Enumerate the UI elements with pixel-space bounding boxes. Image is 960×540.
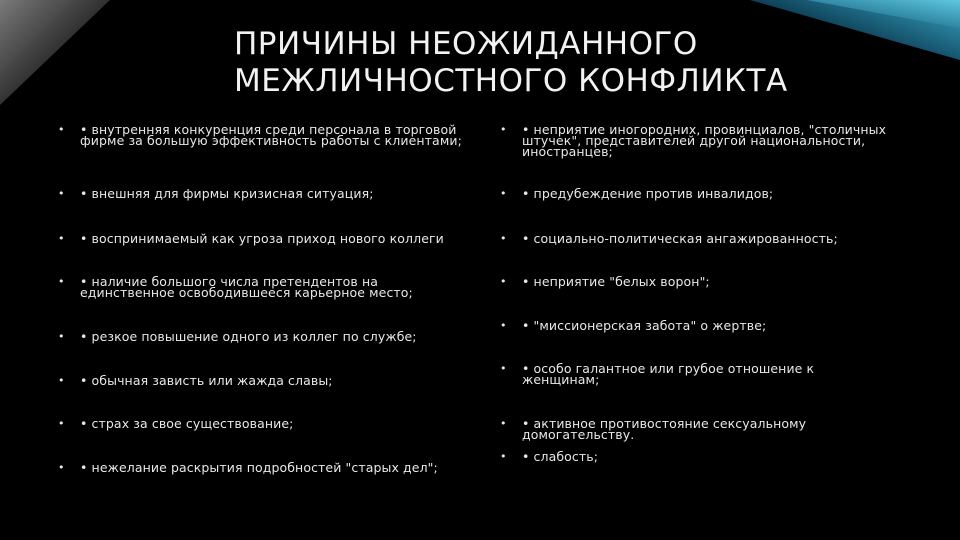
list-item-text: • резкое повышение одного из коллег по службе;	[80, 329, 417, 344]
slide-title-line-1: ПРИЧИНЫ НЕОЖИДАННОГО	[234, 26, 698, 62]
list-item	[500, 418, 900, 440]
list-item	[58, 462, 488, 473]
list-item-text: • наличие большого числа претендентов на единственное освободившееся карьерное место;	[80, 274, 413, 300]
bullet-icon: •	[500, 187, 507, 200]
list-item	[500, 320, 900, 331]
list-item-text: • неприятие "белых ворон";	[522, 274, 710, 289]
list-item	[58, 375, 488, 386]
bullet-icon: •	[500, 319, 507, 332]
bullet-icon: •	[58, 275, 65, 288]
bullet-icon: •	[500, 417, 507, 430]
bullet-icon: •	[500, 450, 507, 463]
list-item	[500, 188, 900, 199]
list-item-text: • воспринимаемый как угроза приход нового коллеги	[80, 231, 444, 246]
bullet-icon: •	[500, 232, 507, 245]
list-item-text: • страх за свое существование;	[80, 416, 294, 431]
decorative-corner-top-left	[0, 0, 110, 105]
list-item-text: • "миссионерская забота" о жертве;	[522, 318, 767, 333]
slide-title	[234, 26, 788, 100]
list-item	[58, 233, 488, 244]
list-item	[500, 124, 900, 157]
list-item	[58, 331, 488, 342]
slide-title-line-2: МЕЖЛИЧНОСТНОГО КОНФЛИКТА	[234, 63, 788, 99]
list-item	[500, 363, 900, 385]
list-item	[58, 418, 488, 429]
bullet-icon: •	[58, 187, 65, 200]
bullet-icon: •	[58, 461, 65, 474]
list-item	[500, 276, 900, 287]
list-item-text: • особо галантное или грубое отношение к женщинам;	[522, 361, 815, 387]
list-item-text: • предубеждение против инвалидов;	[522, 186, 774, 201]
bullet-icon: •	[500, 123, 507, 136]
list-item-text: • социально-политическая ангажированность;	[522, 231, 838, 246]
list-item-text: • внутренняя конкуренция среди персонала в торговой фирме за большую эффективность работы с клиентами;	[80, 122, 462, 148]
list-item	[500, 233, 900, 244]
bullet-icon: •	[500, 362, 507, 375]
list-item-text: • обычная зависть или жажда славы;	[80, 373, 333, 388]
list-item-text: • нежелание раскрытия подробностей "старых дел";	[80, 460, 438, 475]
bullet-icon: •	[58, 123, 65, 136]
list-item	[500, 451, 900, 462]
list-item-text: • активное противостояние сексуальному домогательству.	[522, 416, 807, 442]
list-item-text: • неприятие иногородних, провинциалов, "столичных штучек", представителей другой национальности, иностранцев;	[522, 122, 887, 159]
list-item-text: • внешняя для фирмы кризисная ситуация;	[80, 186, 374, 201]
bullet-icon: •	[500, 275, 507, 288]
list-item	[58, 188, 488, 199]
list-item-text: • слабость;	[522, 449, 599, 464]
list-item	[58, 124, 488, 146]
list-item	[58, 276, 488, 298]
bullet-icon: •	[58, 330, 65, 343]
bullet-icon: •	[58, 417, 65, 430]
bullet-icon: •	[58, 374, 65, 387]
bullet-icon: •	[58, 232, 65, 245]
